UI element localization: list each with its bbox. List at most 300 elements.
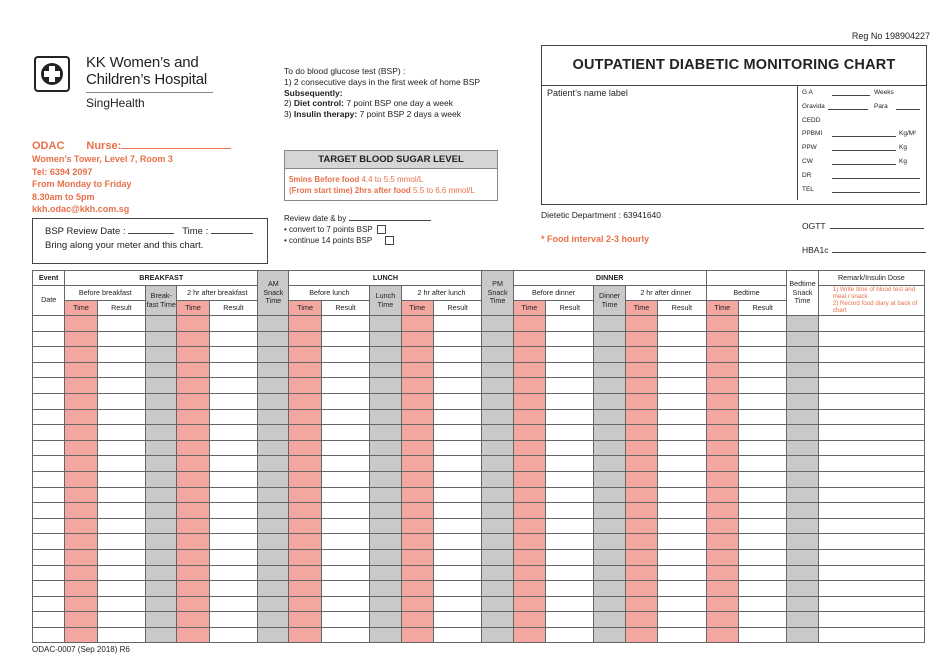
entry-cell[interactable] [738,347,786,363]
entry-cell[interactable] [594,565,625,581]
entry-cell[interactable] [97,440,145,456]
entry-cell[interactable] [513,549,545,565]
entry-cell[interactable] [258,581,289,597]
entry-cell[interactable] [289,347,321,363]
entry-cell[interactable] [594,534,625,550]
entry-cell[interactable] [546,316,594,332]
entry-cell[interactable] [818,362,924,378]
entry-cell[interactable] [433,471,482,487]
entry-cell[interactable] [321,581,369,597]
entry-cell[interactable] [482,627,513,643]
entry-cell[interactable] [433,425,482,441]
entry-cell[interactable] [146,487,177,503]
entry-cell[interactable] [209,503,257,519]
entry-cell[interactable] [625,549,657,565]
entry-cell[interactable] [706,549,738,565]
entry-cell[interactable] [33,425,65,441]
entry-cell[interactable] [546,471,594,487]
entry-cell[interactable] [289,549,321,565]
entry-cell[interactable] [321,518,369,534]
entry-cell[interactable] [482,393,513,409]
entry-cell[interactable] [706,471,738,487]
entry-cell[interactable] [209,440,257,456]
entry-cell[interactable] [370,316,401,332]
entry-cell[interactable] [370,565,401,581]
continue-checkbox[interactable] [385,236,394,245]
entry-cell[interactable] [594,596,625,612]
entry-cell[interactable] [546,565,594,581]
entry-cell[interactable] [321,440,369,456]
entry-cell[interactable] [658,503,707,519]
entry-cell[interactable] [738,581,786,597]
entry-cell[interactable] [625,471,657,487]
entry-cell[interactable] [177,362,209,378]
nurse-field[interactable] [121,148,231,149]
entry-cell[interactable] [146,456,177,472]
entry-cell[interactable] [370,409,401,425]
entry-cell[interactable] [401,331,433,347]
entry-cell[interactable] [209,549,257,565]
entry-cell[interactable] [433,440,482,456]
entry-cell[interactable] [546,596,594,612]
entry-cell[interactable] [625,596,657,612]
entry-cell[interactable] [177,425,209,441]
entry-cell[interactable] [146,409,177,425]
entry-cell[interactable] [177,378,209,394]
entry-cell[interactable] [546,627,594,643]
entry-cell[interactable] [594,581,625,597]
entry-cell[interactable] [658,378,707,394]
ppbmi-field[interactable] [832,126,896,137]
entry-cell[interactable] [482,409,513,425]
entry-cell[interactable] [787,409,818,425]
entry-cell[interactable] [65,503,97,519]
entry-cell[interactable] [321,347,369,363]
entry-cell[interactable] [818,565,924,581]
entry-cell[interactable] [513,440,545,456]
entry-cell[interactable] [433,362,482,378]
entry-cell[interactable] [818,440,924,456]
entry-cell[interactable] [658,581,707,597]
entry-cell[interactable] [787,347,818,363]
entry-cell[interactable] [625,627,657,643]
entry-cell[interactable] [546,518,594,534]
entry-cell[interactable] [513,425,545,441]
entry-cell[interactable] [433,534,482,550]
entry-cell[interactable] [289,409,321,425]
entry-cell[interactable] [177,518,209,534]
entry-cell[interactable] [433,347,482,363]
entry-cell[interactable] [738,627,786,643]
entry-cell[interactable] [209,518,257,534]
entry-cell[interactable] [209,487,257,503]
entry-cell[interactable] [818,409,924,425]
entry-cell[interactable] [209,316,257,332]
entry-cell[interactable] [738,378,786,394]
entry-cell[interactable] [65,518,97,534]
entry-cell[interactable] [97,565,145,581]
entry-cell[interactable] [33,596,65,612]
entry-cell[interactable] [209,627,257,643]
convert-checkbox[interactable] [377,225,386,234]
entry-cell[interactable] [738,440,786,456]
entry-cell[interactable] [258,456,289,472]
entry-cell[interactable] [594,456,625,472]
entry-cell[interactable] [787,581,818,597]
entry-cell[interactable] [65,627,97,643]
entry-cell[interactable] [546,487,594,503]
entry-cell[interactable] [433,503,482,519]
entry-cell[interactable] [818,487,924,503]
entry-cell[interactable] [513,565,545,581]
entry-cell[interactable] [513,627,545,643]
entry-cell[interactable] [177,456,209,472]
entry-cell[interactable] [482,362,513,378]
entry-cell[interactable] [65,316,97,332]
entry-cell[interactable] [625,393,657,409]
entry-cell[interactable] [658,425,707,441]
entry-cell[interactable] [658,612,707,628]
entry-cell[interactable] [625,534,657,550]
entry-cell[interactable] [625,347,657,363]
entry-cell[interactable] [787,316,818,332]
entry-cell[interactable] [546,549,594,565]
entry-cell[interactable] [433,565,482,581]
entry-cell[interactable] [321,409,369,425]
entry-cell[interactable] [370,596,401,612]
entry-cell[interactable] [625,487,657,503]
entry-cell[interactable] [401,471,433,487]
entry-cell[interactable] [513,534,545,550]
entry-cell[interactable] [482,347,513,363]
entry-cell[interactable] [401,409,433,425]
entry-cell[interactable] [33,627,65,643]
ga-field[interactable] [832,85,870,96]
entry-cell[interactable] [706,487,738,503]
entry-cell[interactable] [513,518,545,534]
entry-cell[interactable] [146,347,177,363]
entry-cell[interactable] [177,612,209,628]
entry-cell[interactable] [146,503,177,519]
entry-cell[interactable] [401,393,433,409]
entry-cell[interactable] [594,409,625,425]
entry-cell[interactable] [289,596,321,612]
entry-cell[interactable] [321,565,369,581]
entry-cell[interactable] [177,409,209,425]
entry-cell[interactable] [258,378,289,394]
entry-cell[interactable] [97,362,145,378]
entry-cell[interactable] [546,425,594,441]
entry-cell[interactable] [33,503,65,519]
entry-cell[interactable] [401,347,433,363]
entry-cell[interactable] [65,425,97,441]
para-field[interactable] [896,99,920,110]
entry-cell[interactable] [258,409,289,425]
entry-cell[interactable] [177,549,209,565]
entry-cell[interactable] [258,471,289,487]
entry-cell[interactable] [289,425,321,441]
entry-cell[interactable] [33,471,65,487]
entry-cell[interactable] [146,627,177,643]
entry-cell[interactable] [258,393,289,409]
entry-cell[interactable] [738,331,786,347]
entry-cell[interactable] [258,534,289,550]
entry-cell[interactable] [738,565,786,581]
entry-cell[interactable] [401,534,433,550]
entry-cell[interactable] [209,409,257,425]
gravida-field[interactable] [828,99,868,110]
entry-cell[interactable] [706,456,738,472]
entry-cell[interactable] [209,347,257,363]
entry-cell[interactable] [258,565,289,581]
entry-cell[interactable] [706,596,738,612]
entry-cell[interactable] [258,518,289,534]
entry-cell[interactable] [513,362,545,378]
entry-cell[interactable] [321,331,369,347]
entry-cell[interactable] [258,316,289,332]
entry-cell[interactable] [658,347,707,363]
entry-cell[interactable] [706,362,738,378]
entry-cell[interactable] [370,456,401,472]
entry-cell[interactable] [65,487,97,503]
entry-cell[interactable] [738,487,786,503]
entry-cell[interactable] [33,456,65,472]
entry-cell[interactable] [401,487,433,503]
entry-cell[interactable] [146,316,177,332]
entry-cell[interactable] [370,503,401,519]
entry-cell[interactable] [209,596,257,612]
entry-cell[interactable] [209,612,257,628]
entry-cell[interactable] [370,331,401,347]
entry-cell[interactable] [818,627,924,643]
entry-cell[interactable] [401,362,433,378]
entry-cell[interactable] [594,518,625,534]
entry-cell[interactable] [658,596,707,612]
entry-cell[interactable] [97,471,145,487]
entry-cell[interactable] [594,425,625,441]
entry-cell[interactable] [738,503,786,519]
entry-cell[interactable] [625,518,657,534]
entry-cell[interactable] [289,487,321,503]
entry-cell[interactable] [818,393,924,409]
entry-cell[interactable] [65,440,97,456]
entry-cell[interactable] [482,456,513,472]
entry-cell[interactable] [625,456,657,472]
entry-cell[interactable] [33,518,65,534]
entry-cell[interactable] [594,331,625,347]
entry-cell[interactable] [97,487,145,503]
entry-cell[interactable] [370,362,401,378]
entry-cell[interactable] [289,471,321,487]
entry-cell[interactable] [625,565,657,581]
entry-cell[interactable] [787,612,818,628]
entry-cell[interactable] [433,612,482,628]
entry-cell[interactable] [787,565,818,581]
entry-cell[interactable] [321,596,369,612]
entry-cell[interactable] [818,425,924,441]
entry-cell[interactable] [787,487,818,503]
entry-cell[interactable] [33,362,65,378]
entry-cell[interactable] [706,612,738,628]
entry-cell[interactable] [321,362,369,378]
entry-cell[interactable] [65,378,97,394]
entry-cell[interactable] [289,612,321,628]
entry-cell[interactable] [177,393,209,409]
entry-cell[interactable] [433,316,482,332]
entry-cell[interactable] [482,518,513,534]
entry-cell[interactable] [482,612,513,628]
entry-cell[interactable] [738,596,786,612]
entry-cell[interactable] [97,612,145,628]
entry-cell[interactable] [594,487,625,503]
entry-cell[interactable] [370,549,401,565]
entry-cell[interactable] [658,456,707,472]
entry-cell[interactable] [738,425,786,441]
entry-cell[interactable] [65,581,97,597]
entry-cell[interactable] [97,534,145,550]
entry-cell[interactable] [33,378,65,394]
entry-cell[interactable] [209,471,257,487]
time-field[interactable] [211,233,253,234]
entry-cell[interactable] [401,565,433,581]
entry-cell[interactable] [433,487,482,503]
entry-cell[interactable] [546,581,594,597]
entry-cell[interactable] [401,518,433,534]
ppw-field[interactable] [832,140,896,151]
entry-cell[interactable] [289,378,321,394]
entry-cell[interactable] [433,518,482,534]
entry-cell[interactable] [97,581,145,597]
entry-cell[interactable] [546,503,594,519]
entry-cell[interactable] [513,612,545,628]
entry-cell[interactable] [818,581,924,597]
entry-cell[interactable] [787,627,818,643]
entry-cell[interactable] [258,549,289,565]
entry-cell[interactable] [482,503,513,519]
entry-cell[interactable] [625,362,657,378]
entry-cell[interactable] [65,534,97,550]
entry-cell[interactable] [706,425,738,441]
entry-cell[interactable] [738,409,786,425]
entry-cell[interactable] [370,534,401,550]
entry-cell[interactable] [289,331,321,347]
entry-cell[interactable] [289,393,321,409]
entry-cell[interactable] [658,627,707,643]
entry-cell[interactable] [177,440,209,456]
entry-cell[interactable] [177,331,209,347]
entry-cell[interactable] [146,581,177,597]
entry-cell[interactable] [401,425,433,441]
entry-cell[interactable] [818,331,924,347]
entry-cell[interactable] [482,596,513,612]
entry-cell[interactable] [818,518,924,534]
entry-cell[interactable] [258,487,289,503]
entry-cell[interactable] [546,456,594,472]
entry-cell[interactable] [594,503,625,519]
entry-cell[interactable] [482,440,513,456]
entry-cell[interactable] [433,596,482,612]
entry-cell[interactable] [818,456,924,472]
entry-cell[interactable] [146,331,177,347]
entry-cell[interactable] [706,347,738,363]
tel-field[interactable] [832,182,920,193]
entry-cell[interactable] [738,393,786,409]
entry-cell[interactable] [321,471,369,487]
entry-cell[interactable] [513,378,545,394]
entry-cell[interactable] [146,378,177,394]
entry-cell[interactable] [258,331,289,347]
entry-cell[interactable] [594,362,625,378]
dr-field[interactable] [832,168,920,179]
entry-cell[interactable] [818,534,924,550]
entry-cell[interactable] [658,331,707,347]
entry-cell[interactable] [658,565,707,581]
entry-cell[interactable] [513,456,545,472]
entry-cell[interactable] [706,534,738,550]
entry-cell[interactable] [546,534,594,550]
entry-cell[interactable] [177,487,209,503]
entry-cell[interactable] [787,596,818,612]
entry-cell[interactable] [177,581,209,597]
entry-cell[interactable] [738,612,786,628]
entry-cell[interactable] [370,627,401,643]
entry-cell[interactable] [594,378,625,394]
entry-cell[interactable] [33,409,65,425]
entry-cell[interactable] [177,347,209,363]
entry-cell[interactable] [289,362,321,378]
entry-cell[interactable] [706,378,738,394]
entry-cell[interactable] [177,627,209,643]
entry-cell[interactable] [433,409,482,425]
entry-cell[interactable] [177,503,209,519]
entry-cell[interactable] [546,378,594,394]
entry-cell[interactable] [209,581,257,597]
entry-cell[interactable] [97,316,145,332]
entry-cell[interactable] [65,331,97,347]
entry-cell[interactable] [818,596,924,612]
entry-cell[interactable] [546,612,594,628]
entry-cell[interactable] [209,456,257,472]
entry-cell[interactable] [370,581,401,597]
entry-cell[interactable] [177,534,209,550]
entry-cell[interactable] [706,331,738,347]
entry-cell[interactable] [738,518,786,534]
entry-cell[interactable] [433,456,482,472]
entry-cell[interactable] [738,316,786,332]
entry-cell[interactable] [321,456,369,472]
entry-cell[interactable] [258,362,289,378]
entry-cell[interactable] [513,471,545,487]
entry-cell[interactable] [33,331,65,347]
entry-cell[interactable] [513,487,545,503]
entry-cell[interactable] [370,378,401,394]
entry-cell[interactable] [33,565,65,581]
entry-cell[interactable] [401,549,433,565]
entry-cell[interactable] [65,565,97,581]
entry-cell[interactable] [146,393,177,409]
entry-cell[interactable] [513,409,545,425]
entry-cell[interactable] [401,612,433,628]
entry-cell[interactable] [97,393,145,409]
entry-cell[interactable] [33,316,65,332]
entry-cell[interactable] [97,347,145,363]
entry-cell[interactable] [97,627,145,643]
entry-cell[interactable] [289,565,321,581]
entry-cell[interactable] [658,409,707,425]
entry-cell[interactable] [738,362,786,378]
entry-cell[interactable] [658,316,707,332]
entry-cell[interactable] [97,378,145,394]
